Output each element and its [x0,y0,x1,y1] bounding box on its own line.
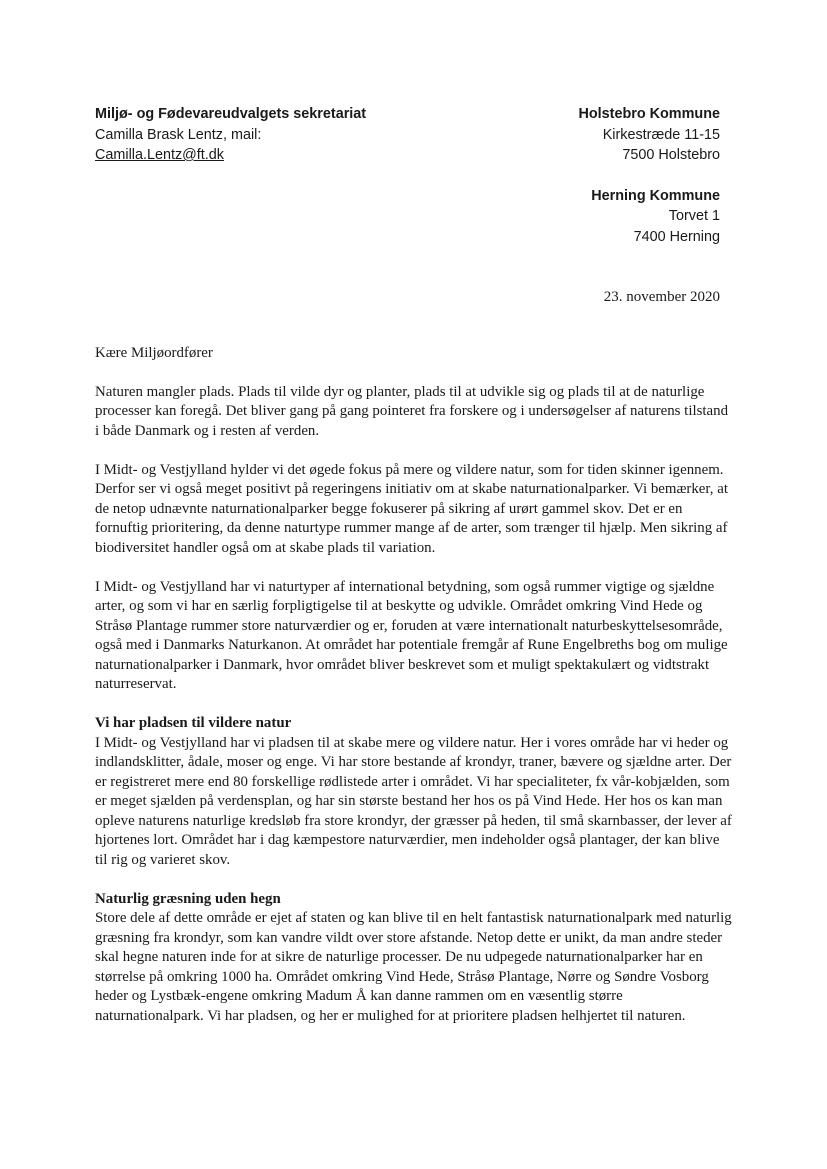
recipient-street: Kirkestræde 11-15 [602,126,720,143]
sender-title: Miljø- og Fødevareudvalgets sekretariat [95,106,367,122]
recipient-city: 7500 Holstebro [622,147,720,163]
recipients-block [578,104,720,247]
recipient-name: Herning Kommune [591,187,720,204]
sender-block [95,104,366,166]
section-heading: Vi har pladsen til vildere natur [95,715,292,731]
recipient-name: Holstebro Kommune [578,106,720,122]
salutation: Kære Miljøordfører [95,345,213,361]
recipient-city: 7400 Herning [633,228,720,245]
paragraph: I Midt- og Vestjylland har vi naturtyper af international betydning, som også rummer vigtige og sjældne arter, og som vi har en særlig forpligtigelse til at beskytte og udvikle. Området omkring Vind Hede og Stråsø Plantage rummer store naturværdier og er, foruden at være internationalt naturbeskyttelsesområde, også med i Danmarks Naturkanon. At området har potentiale fremgår af Rune Engelbreths bog om mulige naturnationalparker i Danmark, hvor området bliver beskrevet som et muligt spektakulært og vidtstrakt naturreservat. [95,578,728,692]
paragraph: Naturen mangler plads. Plads til vilde dyr og planter, plads til at udvikle sig og plads til at de naturlige processer kan foregå. Det bliver gang på gang pointeret fra forskere og i undersøgelser af naturens tilstand i både Danmark og i resten af verden. [95,383,729,439]
sender-email-link[interactable]: Camilla.Lentz@ft.dk [95,147,224,163]
recipient-street: Torvet 1 [668,208,720,224]
sender-contact: Camilla Brask Lentz, mail: [95,126,262,143]
section-heading: Naturlig græsning uden hegn [95,890,281,907]
recipient-holstebro [578,104,720,166]
section-text: I Midt- og Vestjylland har vi pladsen til at skabe mere og vildere natur. Her i vores område har vi heder og indlandsklitter, ådale, moser og enge. Vi har store bestande af krondyr, traner, bævere og sjældne arter. Der er registreret mere end 80 forskellige rødlistede arter i området. Vi har specialiteter, fx vår-kobjælden, som er meget sjælden på verdensplan, og har sin største bestand her hos os på Vind Hede. Her hos os kan man opleve naturens naturlige kredsløb fra store krondyr, der græsser på heden, til små skarnbasser, der lever af hjortenes lort. Området har i dag kæmpestore naturværdier, men indeholder også plantager, der kan blive til rig og varieret skov. [95,734,732,868]
letter-body [95,344,735,1046]
section-text: Store dele af dette område er ejet af staten og kan blive til en helt fantastisk naturnationalpark med naturlig græsning fra krondyr, som kan vandre vildt over store afstande. Netop dette er unikt, da man andre steder skal hegne naturen inde for at sikre de naturlige processer. De nu udpegede naturnationalparker har en størrelse på omkring 1000 ha. Området omkring Vind Hede, Stråsø Plantage, Nørre og Søndre Vosborg heder og Lystbæk-engene omkring Madum Å kan danne rammen om en væsentlig større naturnationalpark. Vi har pladsen, og her er mulighed for at prioritere pladsen helhjertet til naturen. [95,910,732,1024]
paragraph: I Midt- og Vestjylland hylder vi det øgede fokus på mere og vildere natur, som for tiden skinner igennem. Derfor ser vi også meget positivt på regeringens initiativ om at skabe naturnationalparker. Vi bemærker, at de netop udnævnte naturnationalparker begge fokuserer på sikring af urørt gammel skov. Det er en fornuftig prioritering, da denne naturtype rummer mange af de arter, som trænger til hjælp. Men sikring af biodiversitet handler også om at skabe plads til variation. [95,461,728,556]
recipient-herning [578,186,720,248]
letter-date: 23. november 2020 [603,289,720,305]
